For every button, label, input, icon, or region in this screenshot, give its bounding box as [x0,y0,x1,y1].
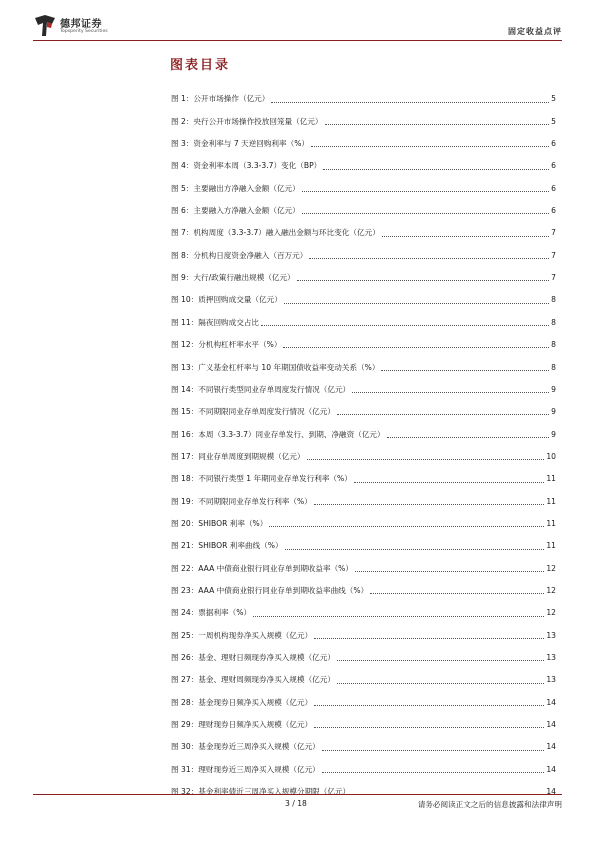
toc-entry[interactable] [171,535,556,557]
toc-entry-page: 11 [546,541,556,551]
company-name-en: Topsperity Securities [60,29,108,34]
toc-entry-label: 图 20：SHIBOR 利率（%） [171,518,268,528]
toc-leader-dots [269,526,544,527]
toc-leader-dots [322,750,545,751]
toc-leader-dots [261,325,549,326]
toc-leader-dots [337,683,544,684]
toc-leader-dots [271,102,549,103]
toc-entry[interactable] [171,155,556,177]
toc-entry[interactable] [171,267,556,289]
toc-entry-page: 14 [546,787,556,797]
toc-leader-dots [322,772,545,773]
toc-leader-dots [314,705,544,706]
toc-entry-page: 5 [551,116,556,126]
page-indicator: 3 / 18 [285,799,307,808]
toc-entry-page: 6 [551,139,556,149]
toc-entry-label: 图 24：票据利率（%） [171,608,252,618]
toc-entry-page: 7 [551,250,556,260]
toc-entry-label: 图 16：本周（3.3-3.7）同业存单发行、到期、净融资（亿元） [171,429,385,439]
toc-entry[interactable] [171,423,556,445]
toc-entry-page: 5 [551,94,556,104]
toc-leader-dots [382,236,549,237]
toc-entry-label: 图 23：AAA 中债商业银行同业存单到期收益率曲线（%） [171,585,369,595]
toc-entry[interactable] [171,311,556,333]
toc-entry-label: 图 13：广义基金杠杆率与 10 年期国债收益率变动关系（%） [171,362,380,372]
toc-entry-page: 8 [551,362,556,372]
toc-entry[interactable] [171,580,556,602]
table-of-figures [171,88,556,803]
toc-entry-label: 图 9：大行/政策行融出规模（亿元） [171,273,295,283]
toc-entry[interactable] [171,557,556,579]
toc-entry-page: 7 [551,273,556,283]
toc-leader-dots [302,213,549,214]
toc-entry[interactable] [171,244,556,266]
toc-entry-label: 图 4：资金利率本周（3.3-3.7）变化（BP） [171,161,322,171]
toc-entry[interactable] [171,133,556,155]
toc-entry-page: 7 [551,228,556,238]
toc-leader-dots [314,504,545,505]
toc-entry[interactable] [171,669,556,691]
toc-entry[interactable] [171,356,556,378]
footer-disclaimer: 请务必阅读正文之后的信息披露和法律声明 [417,800,562,809]
toc-entry-page: 12 [546,608,556,618]
toc-entry-label: 图 18：不同银行类型 1 年期同业存单发行利率（%） [171,474,352,484]
toc-leader-dots [284,303,549,304]
toc-leader-dots [352,392,549,393]
toc-entry-label: 图 3：资金利率与 7 天逆回购利率（%） [171,139,310,149]
toc-entry[interactable] [171,446,556,468]
toc-entry[interactable] [171,334,556,356]
toc-leader-dots [337,660,544,661]
toc-entry-page: 13 [546,675,556,685]
toc-entry-page: 9 [551,429,556,439]
toc-entry-page: 8 [551,340,556,350]
toc-entry[interactable] [171,378,556,400]
report-type: 固定收益点评 [508,27,562,36]
toc-entry[interactable] [171,736,556,758]
toc-title: 图表目录 [170,58,231,73]
toc-entry-label: 图 31：理财现券近三周净买入规模（亿元） [171,764,320,774]
toc-entry-label: 图 2：央行公开市场操作投放回笼量（亿元） [171,116,323,126]
toc-entry[interactable] [171,110,556,132]
toc-entry-label: 图 14：不同银行类型同业存单周度发行情况（亿元） [171,384,351,394]
toc-entry[interactable] [171,624,556,646]
toc-entry-label: 图 6：主要融入方净融入金额（亿元） [171,206,300,216]
toc-entry-label: 图 25：一周机构现券净买入规模（亿元） [171,630,313,640]
toc-leader-dots [302,191,549,192]
toc-entry[interactable] [171,602,556,624]
toc-entry[interactable] [171,647,556,669]
footer-divider [33,794,562,795]
toc-entry-page: 11 [546,518,556,528]
toc-entry[interactable] [171,691,556,713]
toc-entry-page: 10 [546,451,556,461]
toc-entry-label: 图 29：理财现券日频净买入规模（亿元） [171,720,313,729]
toc-entry[interactable] [171,177,556,199]
toc-entry-page: 6 [551,161,556,171]
toc-leader-dots [309,258,549,259]
toc-entry-page: 9 [551,407,556,417]
company-logo-icon [33,14,57,38]
toc-entry[interactable] [171,88,556,110]
toc-entry-page: 14 [546,720,556,729]
toc-entry-page: 8 [551,295,556,305]
toc-entry-page: 8 [551,317,556,327]
toc-entry-label: 图 27：基金、理财周频现券净买入规模（亿元） [171,675,335,685]
toc-entry-page: 13 [546,652,556,662]
toc-leader-dots [381,370,549,371]
toc-entry-page: 6 [551,206,556,216]
toc-leader-dots [311,146,549,147]
toc-leader-dots [253,616,544,617]
toc-entry-label: 图 22：AAA 中债商业银行同业存单到期收益率（%） [171,563,353,573]
toc-entry-page: 13 [546,630,556,640]
toc-leader-dots [314,727,544,728]
toc-leader-dots [283,347,549,348]
toc-entry-label: 图 32：基金利率债近三周净买入规模分期限（亿元） [171,787,351,797]
toc-entry-label: 图 10：质押回购成交量（亿元） [171,295,282,305]
toc-entry[interactable] [171,289,556,311]
toc-leader-dots [370,593,544,594]
toc-entry-label: 图 8：分机构日度资金净融入（百万元） [171,250,308,260]
toc-leader-dots [285,549,545,550]
toc-entry[interactable] [171,513,556,535]
toc-entry[interactable] [171,714,556,736]
toc-entry-label: 图 7：机构周度（3.3-3.7）融入融出金额与环比变化（亿元） [171,228,380,238]
toc-entry[interactable] [171,758,556,780]
toc-entry[interactable] [171,222,556,244]
toc-entry-label: 图 21：SHIBOR 利率曲线（%） [171,541,283,551]
toc-leader-dots [314,638,544,639]
toc-leader-dots [354,482,545,483]
toc-leader-dots [355,571,544,572]
toc-entry-page: 14 [546,764,556,774]
header-divider [33,40,562,41]
toc-leader-dots [323,169,549,170]
toc-entry-page: 11 [546,474,556,484]
toc-entry[interactable] [171,401,556,423]
toc-entry-label: 图 28：基金现券日频净买入规模（亿元） [171,697,313,707]
company-logo [33,14,123,38]
toc-entry-label: 图 1：公开市场操作（亿元） [171,94,270,104]
toc-entry[interactable] [171,468,556,490]
toc-entry-page: 12 [546,563,556,573]
toc-entry-label: 图 17：同业存单周度到期规模（亿元） [171,451,305,461]
toc-entry-label: 图 11：隔夜回购成交占比 [171,317,260,327]
toc-entry-page: 11 [546,496,556,506]
toc-leader-dots [307,459,545,460]
toc-entry-label: 图 19：不同期限同业存单发行利率（%） [171,496,312,506]
toc-leader-dots [325,124,550,125]
toc-entry-page: 14 [546,697,556,707]
toc-leader-dots [387,437,550,438]
toc-entry-page: 9 [551,384,556,394]
toc-entry-label: 图 12：分机构杠杆率水平（%） [171,340,282,350]
page-header [0,0,595,46]
toc-entry[interactable] [171,200,556,222]
toc-leader-dots [297,280,549,281]
company-name-cn: 德邦证券 [60,19,102,30]
toc-leader-dots [337,414,549,415]
toc-entry-label: 图 30：基金现券近三周净买入规模（亿元） [171,742,320,752]
toc-entry-label: 图 5：主要融出方净融入金额（亿元） [171,183,300,193]
toc-entry-label: 图 15：不同期限同业存单周度发行情况（亿元） [171,407,335,417]
toc-entry-page: 14 [546,742,556,752]
toc-entry-page: 6 [551,183,556,193]
toc-entry-page: 12 [546,585,556,595]
toc-entry-label: 图 26：基金、理财日频现券净买入规模（亿元） [171,652,335,662]
toc-entry[interactable] [171,490,556,512]
